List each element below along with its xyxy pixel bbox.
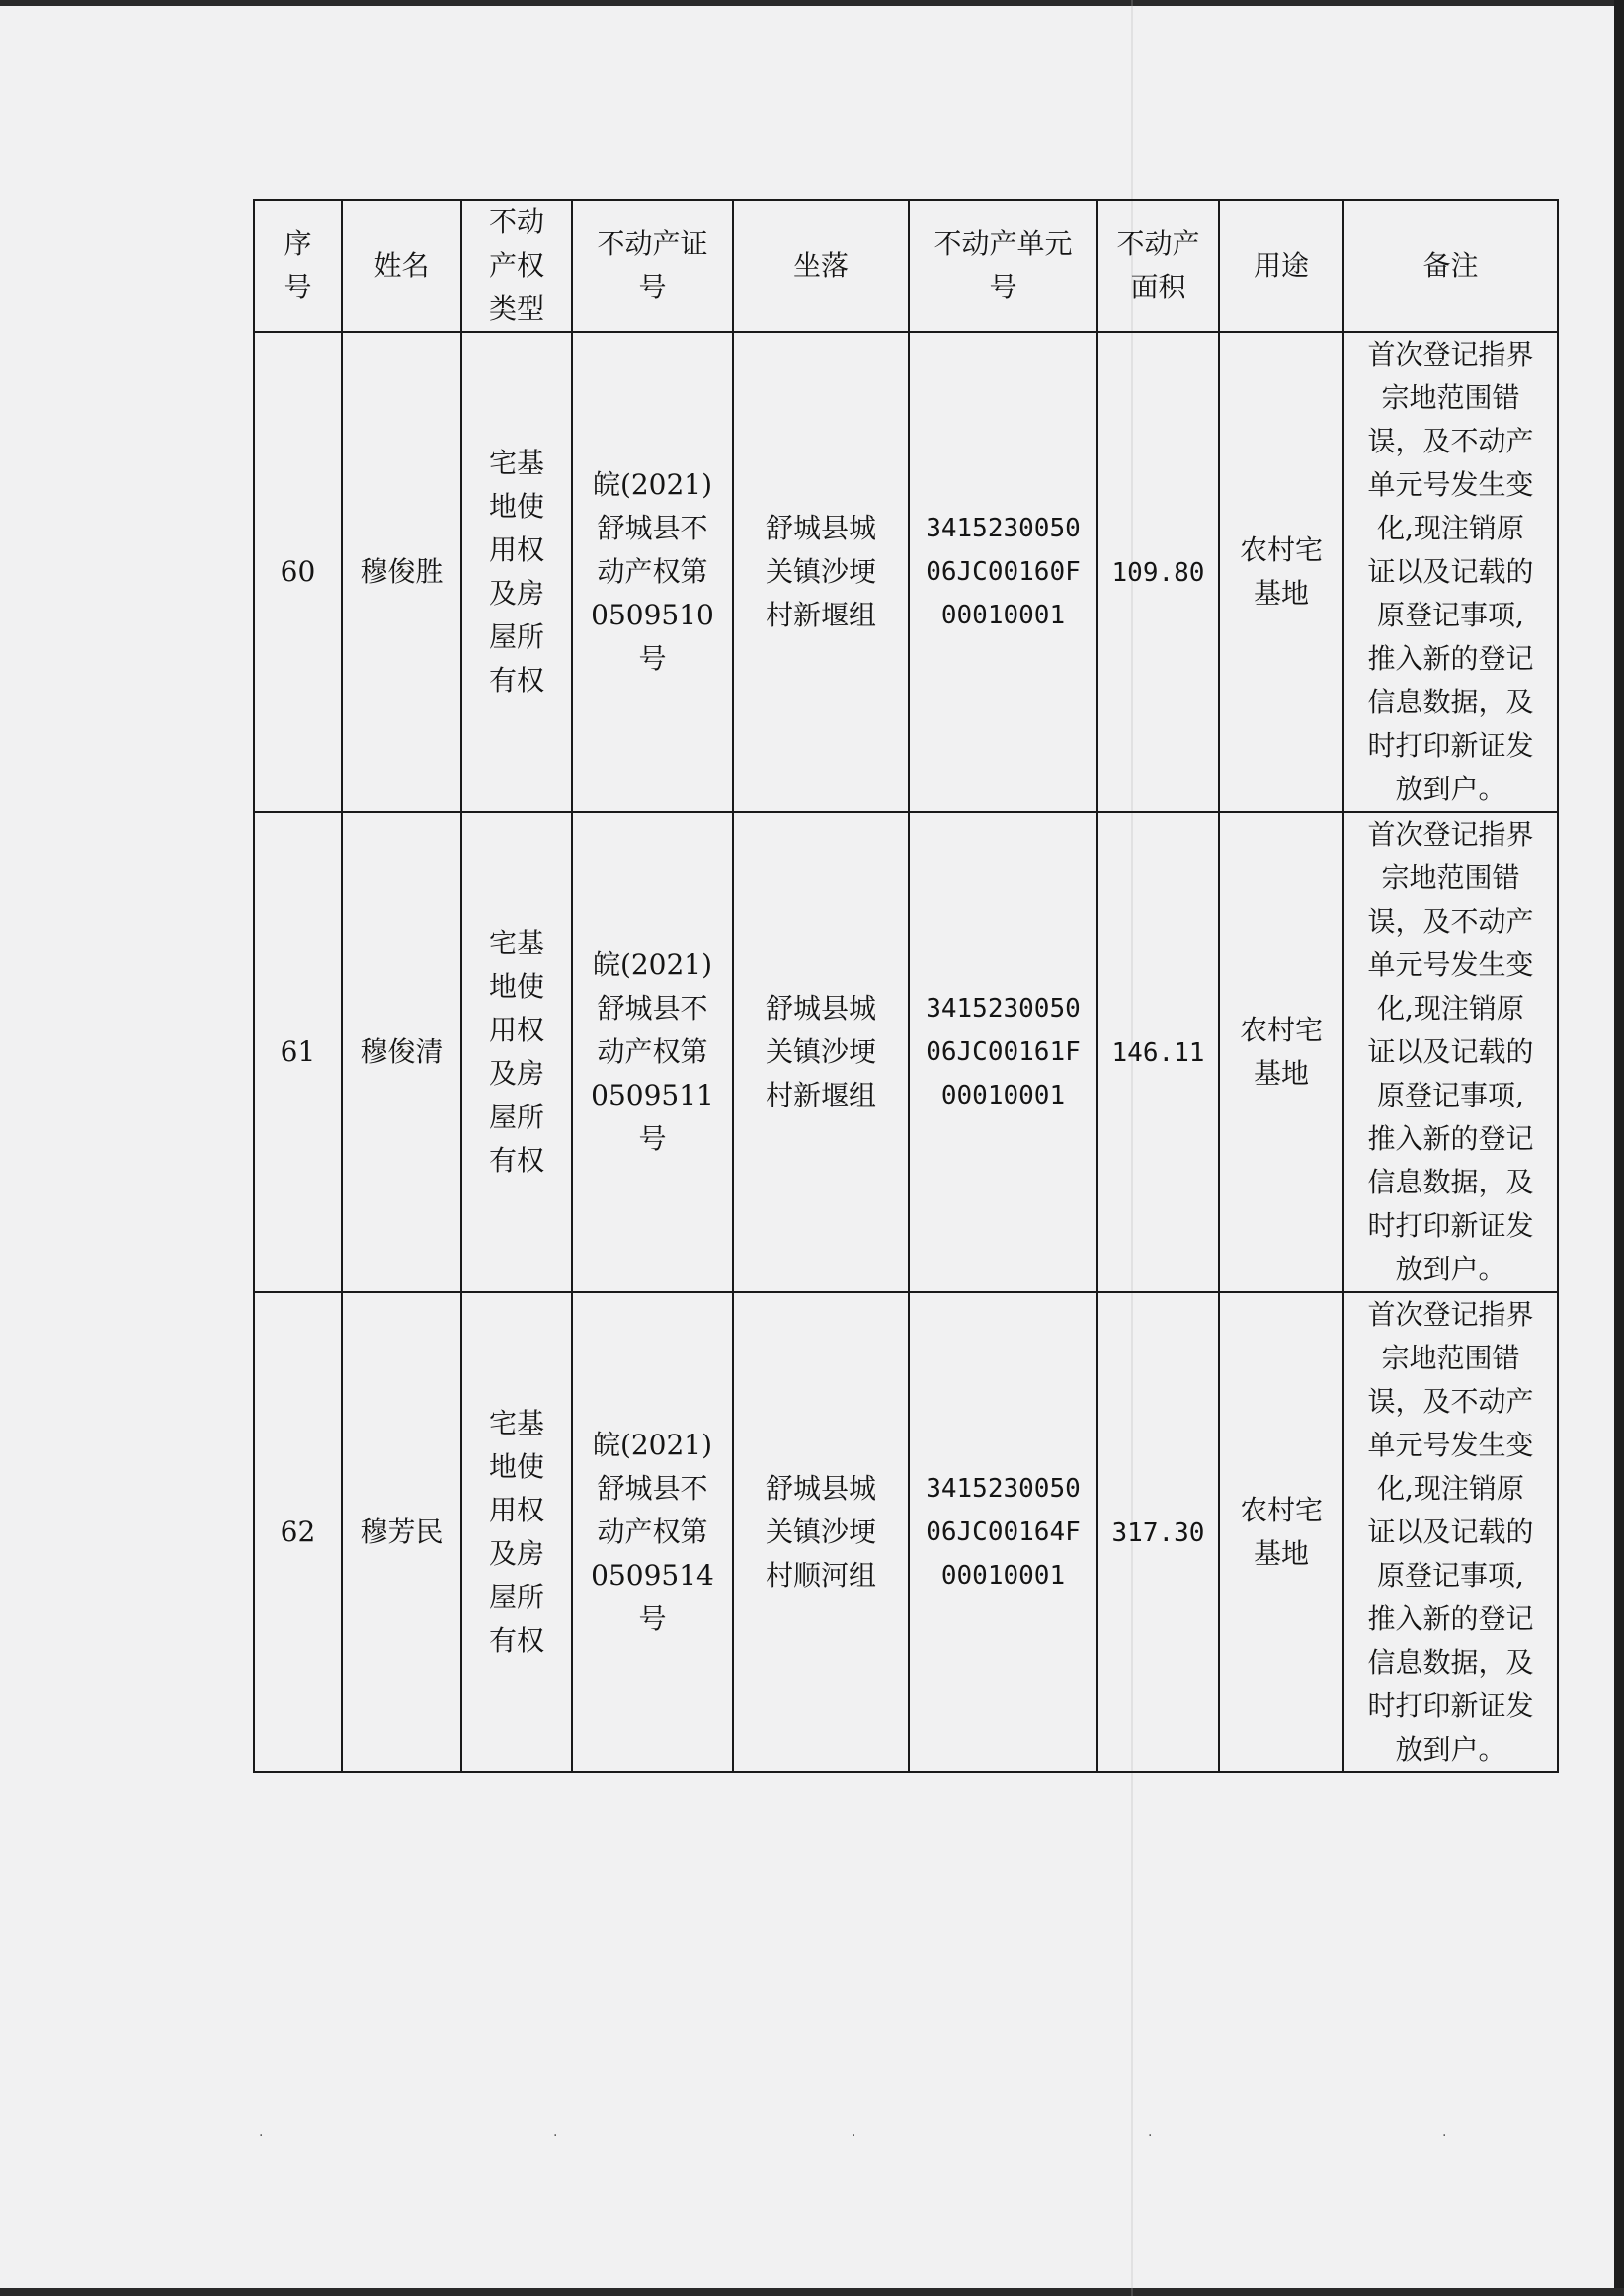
property-registry-table: [253, 199, 1559, 1773]
cell-seq: 60: [254, 332, 342, 812]
header-certificate-number: 不动产证 号: [572, 200, 733, 332]
header-location: 坐落: [733, 200, 909, 332]
table-row: [254, 812, 1558, 1292]
header-area: 不动产 面积: [1097, 200, 1219, 332]
cell-area: 146.11: [1097, 812, 1219, 1292]
cell-certificate-number: 皖(2021) 舒城县不 动产权第 0509510 号: [572, 332, 733, 812]
cell-certificate-number: 皖(2021) 舒城县不 动产权第 0509511 号: [572, 812, 733, 1292]
table-header-row: [254, 200, 1558, 332]
cell-location: 舒城县城 关镇沙埂 村新堰组: [733, 332, 909, 812]
cell-name: 穆芳民: [342, 1292, 461, 1772]
scan-speck: ·: [1442, 2128, 1447, 2144]
cell-unit-number: 3415230050 06JC00164F 00010001: [909, 1292, 1097, 1772]
cell-name: 穆俊清: [342, 812, 461, 1292]
scan-speck: ·: [259, 2128, 264, 2144]
cell-use: 农村宅 基地: [1219, 812, 1343, 1292]
scan-speck: ·: [1148, 2128, 1153, 2144]
cell-name: 穆俊胜: [342, 332, 461, 812]
cell-note: 首次登记指界 宗地范围错 误，及不动产 单元号发生变 化,现注销原 证以及记载的 原登记事项, 推入新的登记 信息数据，及 时打印新证发 放到户。: [1343, 812, 1558, 1292]
cell-area: 317.30: [1097, 1292, 1219, 1772]
scan-speck: ·: [553, 2128, 558, 2144]
cell-location: 舒城县城 关镇沙埂 村新堰组: [733, 812, 909, 1292]
header-use: 用途: [1219, 200, 1343, 332]
cell-note: 首次登记指界 宗地范围错 误，及不动产 单元号发生变 化,现注销原 证以及记载的 原登记事项, 推入新的登记 信息数据，及 时打印新证发 放到户。: [1343, 1292, 1558, 1772]
scan-border-bottom: [0, 2288, 1624, 2296]
cell-right-type: 宅基 地使 用权 及房 屋所 有权: [461, 812, 572, 1292]
table-row: [254, 332, 1558, 812]
cell-certificate-number: 皖(2021) 舒城县不 动产权第 0509514 号: [572, 1292, 733, 1772]
cell-right-type: 宅基 地使 用权 及房 屋所 有权: [461, 332, 572, 812]
header-unit-number: 不动产单元 号: [909, 200, 1097, 332]
cell-right-type: 宅基 地使 用权 及房 屋所 有权: [461, 1292, 572, 1772]
cell-seq: 61: [254, 812, 342, 1292]
scan-border-top: [0, 0, 1624, 6]
cell-use: 农村宅 基地: [1219, 332, 1343, 812]
header-seq: 序 号: [254, 200, 342, 332]
cell-note: 首次登记指界 宗地范围错 误，及不动产 单元号发生变 化,现注销原 证以及记载的 原登记事项, 推入新的登记 信息数据，及 时打印新证发 放到户。: [1343, 332, 1558, 812]
table-row: [254, 1292, 1558, 1772]
cell-location: 舒城县城 关镇沙埂 村顺河组: [733, 1292, 909, 1772]
header-note: 备注: [1343, 200, 1558, 332]
cell-area: 109.80: [1097, 332, 1219, 812]
cell-seq: 62: [254, 1292, 342, 1772]
scan-speck: ·: [852, 2128, 856, 2144]
scan-border-right: [1614, 0, 1624, 2296]
header-right-type: 不动 产权 类型: [461, 200, 572, 332]
header-name: 姓名: [342, 200, 461, 332]
cell-unit-number: 3415230050 06JC00161F 00010001: [909, 812, 1097, 1292]
cell-use: 农村宅 基地: [1219, 1292, 1343, 1772]
cell-unit-number: 3415230050 06JC00160F 00010001: [909, 332, 1097, 812]
